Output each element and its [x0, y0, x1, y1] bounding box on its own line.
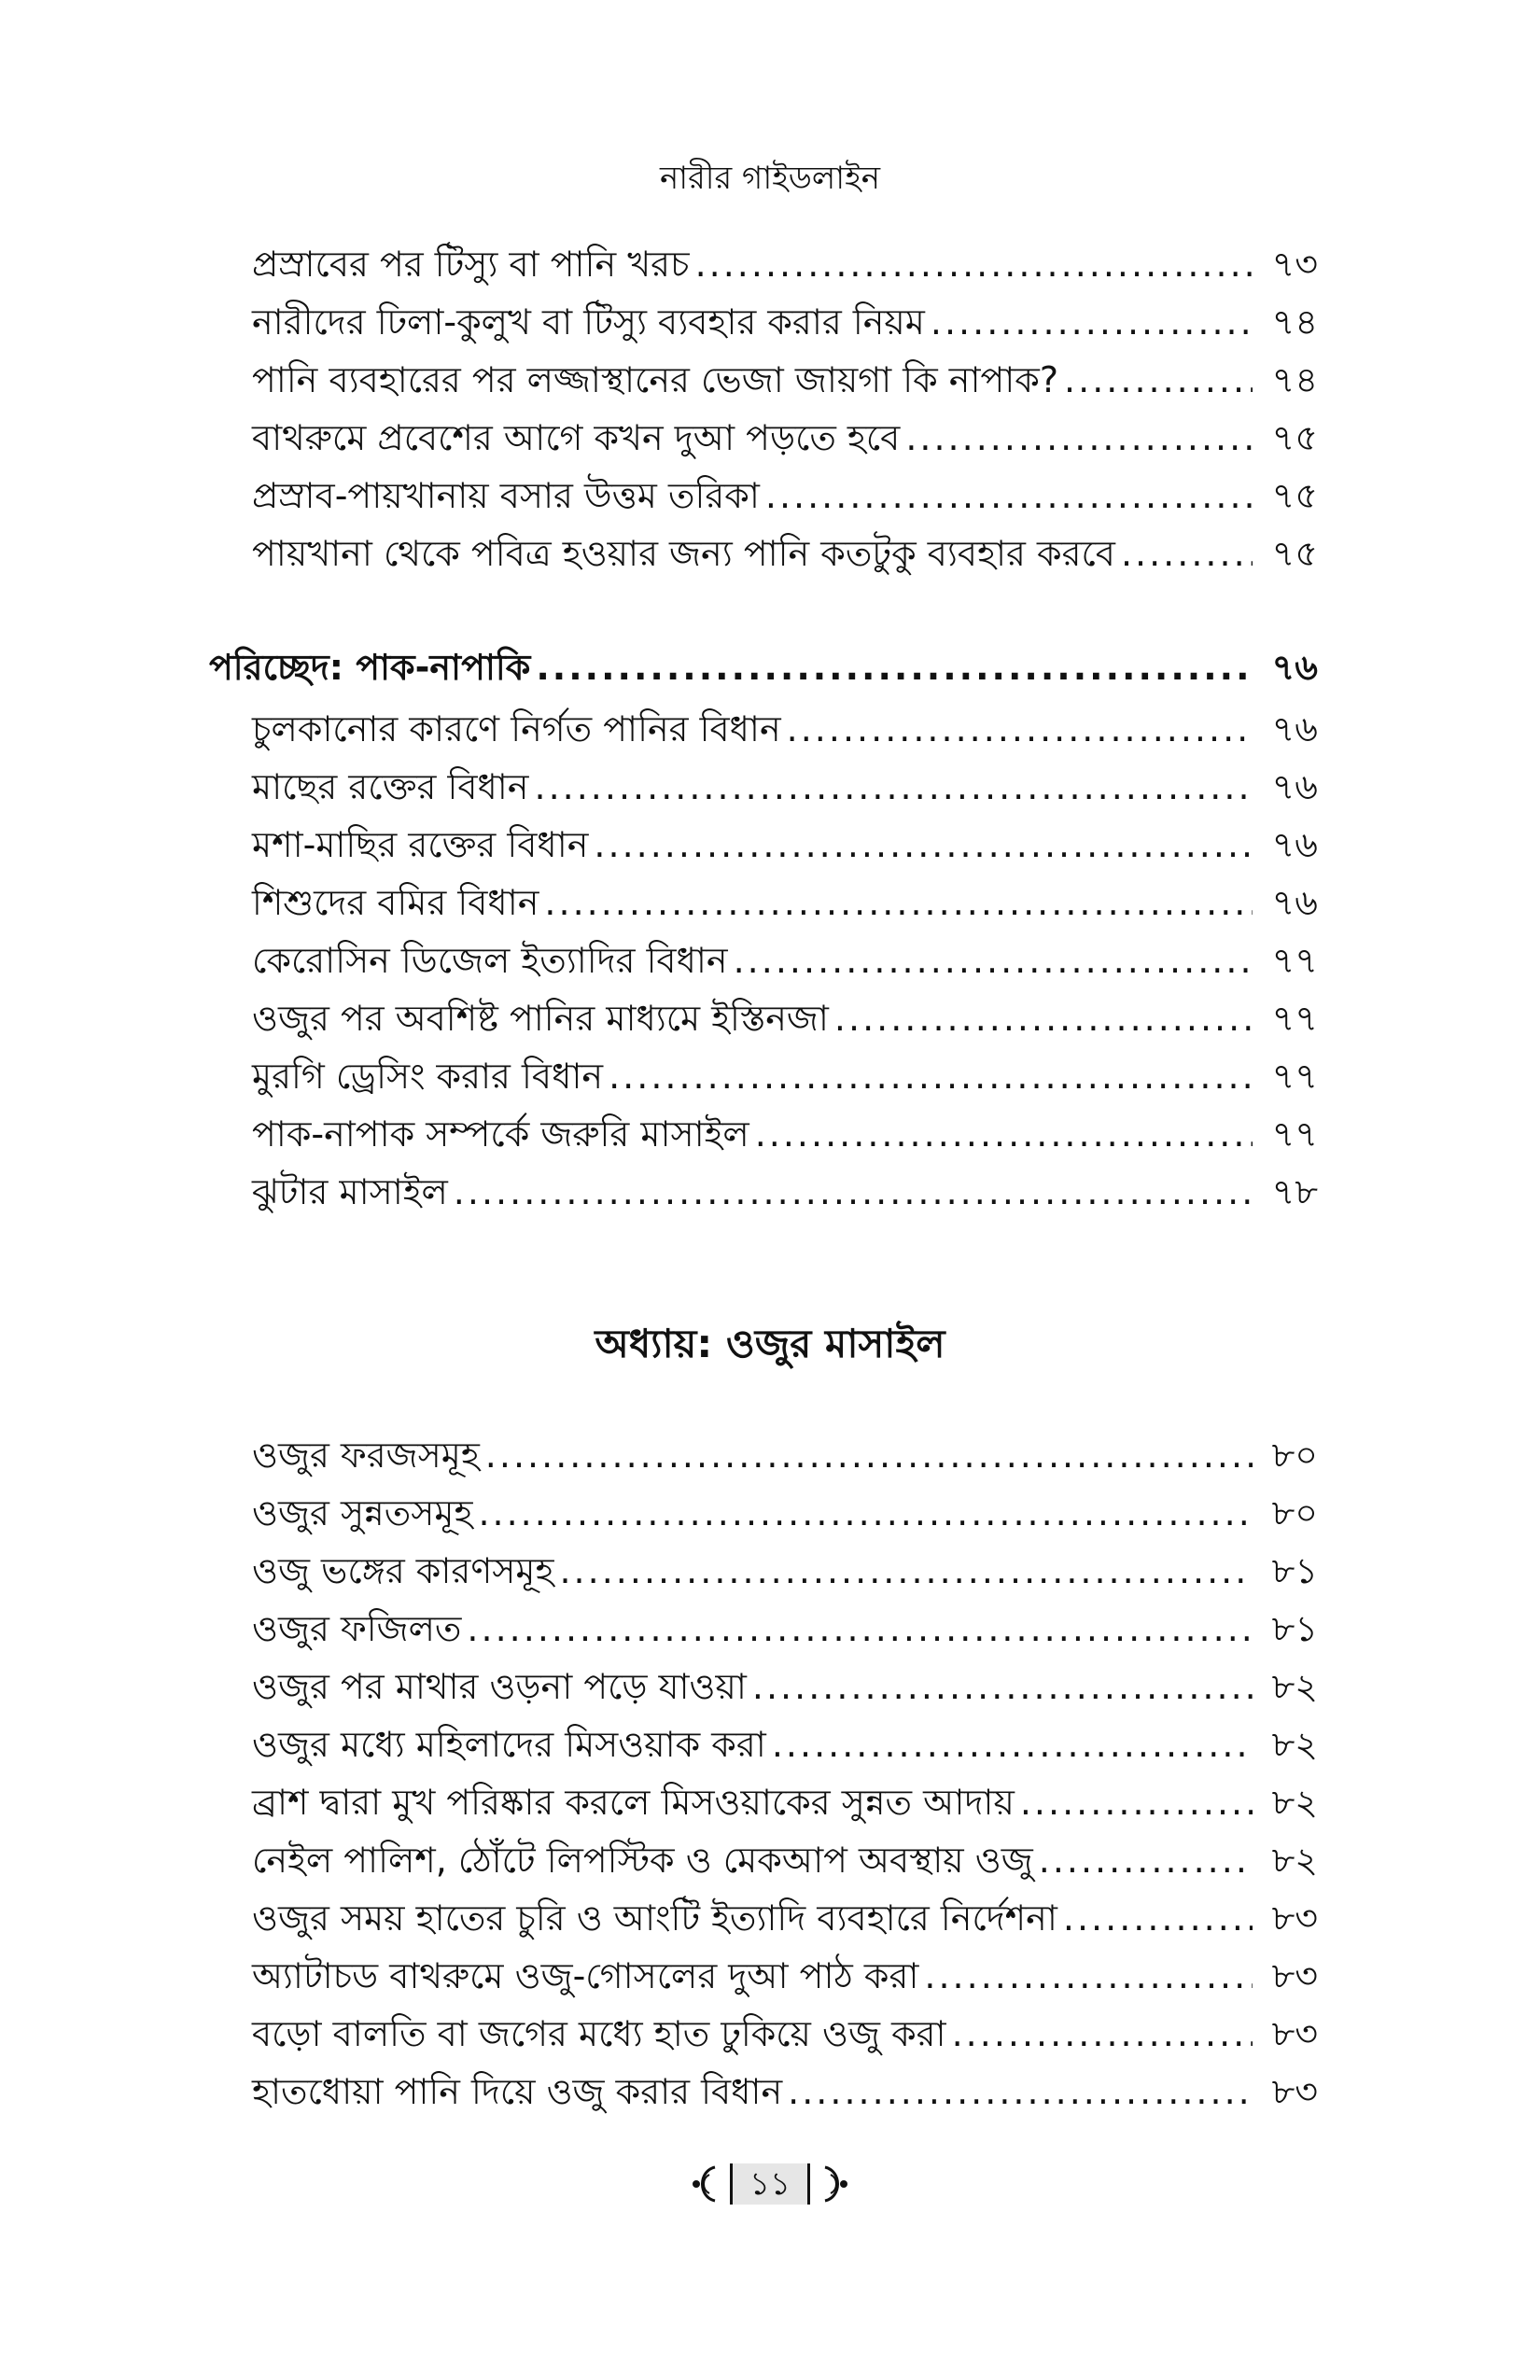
- toc-entry[interactable]: [252, 2063, 1318, 2121]
- toc-entry[interactable]: [252, 1542, 1318, 1600]
- toc-entry-page: ৭৭: [1271, 998, 1318, 1039]
- dot-leader: [924, 1947, 1253, 2005]
- toc-entry-title: মাছের রক্তের বিধান: [252, 766, 529, 807]
- dot-leader: [788, 2063, 1253, 2121]
- toc-entry-page: ৭৪: [1271, 301, 1318, 343]
- toc-entry[interactable]: [252, 989, 1318, 1047]
- dot-leader: [454, 1163, 1253, 1221]
- toc-entry-title: ওজুর ফরজসমূহ: [252, 1435, 480, 1476]
- dot-leader: [834, 989, 1253, 1047]
- toc-entry-title: কেরোসিন ডিজেল ইত্যাদির বিধান: [252, 940, 728, 981]
- toc-entry-title: পাক-নাপাক সম্পর্কে জরুরি মাসাইল: [252, 1113, 749, 1155]
- toc-entry-title: মুরগি ড্রেসিং করার বিধান: [252, 1056, 604, 1097]
- page-number: ১১: [730, 2163, 810, 2205]
- dot-leader: [787, 700, 1253, 758]
- dot-leader: [905, 409, 1253, 467]
- toc-entry[interactable]: [252, 1889, 1318, 1947]
- toc-entry[interactable]: [252, 1105, 1318, 1163]
- toc-entry-title: বাথরুমে প্রবেশের আগে কখন দুআ পড়তে হবে: [252, 417, 901, 458]
- toc-entry-page: ৭৭: [1271, 1056, 1318, 1097]
- toc-entry-page: ৮২: [1271, 1840, 1318, 1881]
- dot-leader: [931, 293, 1253, 351]
- toc-entry-title: ওজুর পর মাথার ওড়না পড়ে যাওয়া: [252, 1666, 747, 1707]
- dot-leader: [752, 1658, 1253, 1715]
- toc-entry-page: ৭৫: [1271, 475, 1318, 516]
- dot-leader: [594, 816, 1253, 874]
- toc-entry-page: ৮৩: [1271, 2071, 1318, 2112]
- dot-leader: [609, 1047, 1253, 1105]
- toc-entry[interactable]: [252, 351, 1318, 409]
- toc-entry-page: ৮০: [1271, 1492, 1318, 1533]
- toc-entry-page: ৭৬: [1271, 824, 1318, 865]
- toc-entry-page: ৭৭: [1271, 1113, 1318, 1155]
- toc-entry[interactable]: [252, 293, 1318, 351]
- dot-leader: [1121, 525, 1253, 582]
- dot-leader: [765, 467, 1253, 525]
- dot-leader: [755, 1105, 1253, 1163]
- toc-entry[interactable]: [252, 409, 1318, 467]
- toc-section-page: ৭৬: [1271, 647, 1318, 688]
- toc-entry-title: ওজুর সময় হাতের চুরি ও আংটি ইত্যাদি ব্যবহারে নির্দেশনা: [252, 1897, 1057, 1939]
- toc-entry-page: ৭৮: [1271, 1171, 1318, 1212]
- dot-leader: [485, 1426, 1253, 1484]
- toc-entry[interactable]: [252, 1600, 1318, 1658]
- toc-entry-title: পায়খানা থেকে পবিত্র হওয়ার জন্য পানি কতটুকু ব্যবহার করবে: [252, 533, 1115, 574]
- toc-entry-title: বড়ো বালতি বা জগের মধ্যে হাত ঢুকিয়ে ওজু করা: [252, 2013, 946, 2054]
- toc-entry-title: ওজুর ফজিলত: [252, 1608, 462, 1649]
- toc-entry[interactable]: [252, 931, 1318, 989]
- toc-entry[interactable]: [252, 235, 1318, 293]
- toc-entry-page: ৭৬: [1271, 766, 1318, 807]
- toc-entry-title: প্রস্রাবের পর টিস্যু বা পানি খরচ: [252, 244, 690, 285]
- page-number-footer: [0, 2163, 1540, 2205]
- dot-leader: [1063, 1889, 1253, 1947]
- toc-entry-title: চুলকানোর কারণে নির্গত পানির বিধান: [252, 708, 781, 749]
- toc-entry-title: হাতধোয়া পানি দিয়ে ওজু করার বিধান: [252, 2071, 783, 2112]
- toc-entry[interactable]: [252, 1047, 1318, 1105]
- toc-section-heading[interactable]: [209, 638, 1318, 696]
- toc-entry-title: ব্রাশ দ্বারা মুখ পরিষ্কার করলে মিসওয়াকের সুন্নত আদায়: [252, 1782, 1015, 1823]
- toc-entry-title: মশা-মাছির রক্তের বিধান: [252, 824, 589, 865]
- toc-entry-page: ৮২: [1271, 1724, 1318, 1765]
- dot-leader: [1020, 1773, 1253, 1831]
- toc-entry-page: ৮৩: [1271, 2013, 1318, 2054]
- toc-entry-title: ওজুর মধ্যে মহিলাদের মিসওয়াক করা: [252, 1724, 766, 1765]
- dot-leader: [1039, 1831, 1253, 1889]
- dot-leader: [1064, 351, 1253, 409]
- toc-entry[interactable]: [252, 1658, 1318, 1715]
- toc-entry-title: ঝুটার মাসাইল: [252, 1171, 448, 1212]
- toc-entry[interactable]: [252, 1715, 1318, 1773]
- dot-leader: [544, 874, 1253, 931]
- toc-entry-page: ৮১: [1271, 1608, 1318, 1649]
- dot-leader: [734, 931, 1253, 989]
- dot-leader: [772, 1715, 1253, 1773]
- running-head: নারীর গাইডলাইন: [659, 160, 881, 197]
- left-ornament-icon: [687, 2163, 721, 2205]
- toc-entry[interactable]: [252, 2005, 1318, 2063]
- toc-entry-page: ৭৬: [1271, 882, 1318, 923]
- toc-entry[interactable]: [252, 700, 1318, 758]
- toc-entry-page: ৮০: [1271, 1435, 1318, 1476]
- toc-entry-title: ওজু ভঙ্গের কারণসমূহ: [252, 1550, 554, 1591]
- toc-entry[interactable]: [252, 1773, 1318, 1831]
- toc-section-title: পরিচ্ছেদ: পাক-নাপাকি: [209, 647, 531, 688]
- toc-entry-title: পানি ব্যবহারের পর লজ্জাস্থানের ভেজা জায়গা কি নাপাক?: [252, 359, 1059, 400]
- toc-entry[interactable]: [252, 467, 1318, 525]
- toc-entry-page: ৮২: [1271, 1782, 1318, 1823]
- toc-entry-page: ৭৬: [1271, 708, 1318, 749]
- toc-entry-page: ৮১: [1271, 1550, 1318, 1591]
- toc-entry[interactable]: [252, 1947, 1318, 2005]
- toc-entry-title: ওজুর পর অবশিষ্ট পানির মাধ্যমে ইস্তিনজা: [252, 998, 829, 1039]
- toc-entry[interactable]: [252, 874, 1318, 931]
- toc-entry-title: অ্যাটাচড বাথরুমে ওজু-গোসলের দুআ পাঠ করা: [252, 1955, 919, 1996]
- right-ornament-icon: [819, 2163, 853, 2205]
- toc-entry-title: নারীদের ঢিলা-কুলুখ বা টিস্যু ব্যবহার করার নিয়ম: [252, 301, 925, 343]
- toc-entry[interactable]: [252, 758, 1318, 816]
- toc-entry-page: ৭৫: [1271, 417, 1318, 458]
- dot-leader: [952, 2005, 1253, 2063]
- toc-entry-page: ৭৭: [1271, 940, 1318, 981]
- toc-entry[interactable]: [252, 1163, 1318, 1221]
- dot-leader: [467, 1600, 1253, 1658]
- dot-leader: [695, 235, 1253, 293]
- dot-leader: [534, 758, 1253, 816]
- toc-entry-page: ৮৩: [1271, 1955, 1318, 1996]
- toc-entry[interactable]: [252, 1484, 1318, 1542]
- toc-entry-title: নেইল পালিশ, ঠোঁটে লিপস্টিক ও মেকআপ অবস্থায় ওজু: [252, 1840, 1033, 1881]
- toc-entry-page: ৮৩: [1271, 1897, 1318, 1939]
- dot-leader: [478, 1484, 1253, 1542]
- toc-entry[interactable]: [252, 525, 1318, 582]
- toc-entry-title: ওজুর সুন্নতসমূহ: [252, 1492, 473, 1533]
- dot-leader: [559, 1542, 1253, 1600]
- toc-entry[interactable]: [252, 1426, 1318, 1484]
- dot-leader: [536, 638, 1253, 696]
- toc-entry[interactable]: [252, 1831, 1318, 1889]
- toc-entry-page: ৭৪: [1271, 359, 1318, 400]
- toc-entry-page: ৭৩: [1271, 244, 1318, 285]
- toc-entry-title: শিশুদের বমির বিধান: [252, 882, 539, 923]
- chapter-heading[interactable]: অধ্যায়: ওজুর মাসাইল: [595, 1321, 945, 1366]
- toc-entry-title: প্রস্রাব-পায়খানায় বসার উত্তম তরিকা: [252, 475, 760, 516]
- toc-entry-page: ৭৫: [1271, 533, 1318, 574]
- toc-entry[interactable]: [252, 816, 1318, 874]
- toc-entry-page: ৮২: [1271, 1666, 1318, 1707]
